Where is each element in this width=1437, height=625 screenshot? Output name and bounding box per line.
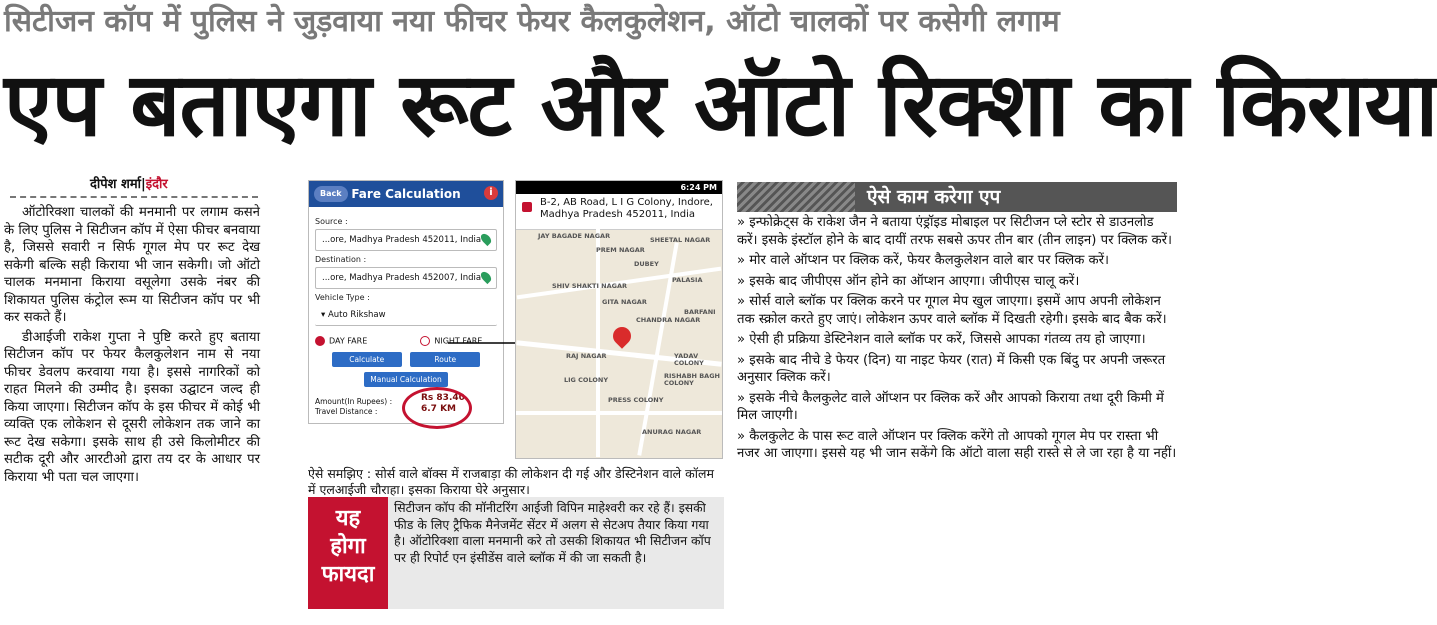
night-fare-radio (420, 336, 430, 346)
header-stripe (737, 182, 855, 212)
byline (90, 174, 168, 192)
how-it-works-header (737, 182, 1177, 212)
map-label: RISHABH BAGH COLONY (664, 372, 720, 387)
byline-city: इंदौर (145, 177, 168, 192)
app-title-bar (309, 181, 503, 207)
article-paragraph: डीआईजी राकेश गुप्ता ने पुष्टि करते हुए बताया सिटीजन कॉप पर फेयर कैलकुलेशन नाम से नया फीचर डेवलप करवाया गया है। इससे नागरिकों को राहत मिलने की उम्मीद है। इसका उद्घाटन जल्द ही किया जाएगा। सिटीजन कॉप के इस फीचर में कोई भी व्यक्ति एक लोकेशन से दूसरी लोकेशन तक जाने का रूट देख सकेगा। इसके साथ ही उसे किलोमीटर की सटीक दूरी और आरटीओ द्वारा तय दर के आधार पर किराया भी पता चल जाएगा। (4, 329, 260, 485)
status-time: 6:24 PM (680, 183, 717, 192)
map-label: PREM NAGAR (596, 246, 645, 254)
manual-calculation-button: Manual Calculation (364, 372, 448, 387)
map-label: LIG COLONY (564, 376, 609, 384)
map-label: SHIV SHAKTI NAGAR (552, 282, 627, 290)
highlight-circle (402, 387, 472, 429)
map-label: BARFANI (684, 308, 716, 316)
night-fare-label: NIGHT FARE (434, 336, 483, 346)
benefit-title-line: होगा (330, 534, 366, 559)
map-label: PRESS COLONY (608, 396, 664, 404)
step-item: » इसके नीचे कैलकुलेट वाले ऑप्शन पर क्लिक करें और आपको किराया तथा दूरी किमी में मिल जाएगी। (737, 390, 1164, 423)
back-button: Back (314, 186, 348, 202)
benefit-title-box (308, 497, 388, 609)
byline-separator: | (141, 177, 146, 192)
step-item: » कैलकुलेट के पास रूट वाले ऑप्शन पर क्लिक करेंगे तो आपको गूगल मेप पर रास्ता भी नजर आ जाएगा। इससे यह भी जान सकेंगे कि ऑटो वाला सही रास्ते से ले जा रहा है या नहीं। (737, 428, 1177, 461)
step-item: » सोर्स वाले ब्लॉक पर क्लिक करने पर गूगल मेप खुल जाएगा। इसमें आप अपनी लोकेशन तक स्क्रोल करते हुए जाएं। लोकेशन ऊपर वाले ब्लॉक में दिखती रहेगी। इसके बाद बैक करें। (737, 294, 1167, 327)
map-label: SHEETAL NAGAR (650, 236, 711, 244)
benefit-title-line: यह (335, 506, 361, 531)
info-icon: i (484, 186, 498, 200)
destination-value: ...ore, Madhya Pradesh 452007, India (322, 273, 482, 283)
amount-label: Amount(In Rupees) : (315, 397, 393, 406)
source-value: ...ore, Madhya Pradesh 452011, India (322, 235, 482, 245)
how-it-works-title: ऐसे काम करेगा एप (867, 186, 1001, 208)
step-item: » मोर वाले ऑप्शन पर क्लिक करें, फेयर कैलकुलेशन वाले बार पर क्लिक करें। (737, 253, 1110, 268)
byline-divider (10, 196, 258, 198)
map-label: PALASIA (672, 276, 703, 284)
place-marker-icon (522, 202, 532, 212)
article-paragraph: ऑटोरिक्शा चालकों की मनमानी पर लगाम कसने के लिए पुलिस ने सिटीजन कॉप में ऐसा फीचर बनवाया है, जिससे सवारी न सिर्फ गूगल मेप पर रूट देख सकेगी बल्कि सही किराया भी जान सकेगी। जो ऑटो चालक मनमाना किराया वसूलेगा उसके नंबर की शिकायत पुलिस कंट्रोल रूम या सिटीजन कॉप पर भी कर सकते हैं। (4, 205, 260, 325)
step-item: » ऐसी ही प्रक्रिया डेस्टिनेशन वाले ब्लॉक पर करें, जिससे आपका गंतव्य तय हो जाएगा। (737, 332, 1146, 347)
source-label: Source : (315, 217, 348, 226)
map-screenshot (515, 180, 723, 459)
map-label: YADAV COLONY (674, 352, 704, 367)
vehicle-label: Vehicle Type : (315, 293, 370, 302)
day-fare-label: DAY FARE (329, 336, 368, 346)
distance-label: Travel Distance : (315, 407, 378, 416)
map-label: CHANDRA NAGAR (636, 316, 701, 324)
vehicle-value: Auto Rikshaw (327, 310, 386, 320)
address-bar (516, 194, 722, 230)
map-label: ANURAG NAGAR (642, 428, 702, 436)
map-label: RAJ NAGAR (566, 352, 607, 360)
address-text: B-2, AB Road, L I G Colony, Indore, Madhya Pradesh 452011, India (540, 197, 713, 220)
day-fare-radio (315, 336, 325, 346)
route-button: Route (410, 352, 480, 367)
fare-calculation-screenshot (308, 180, 504, 424)
main-headline: एप बताएगा रूट और ऑटो रिक्शा का किराया (4, 53, 1437, 156)
map-label: GITA NAGAR (602, 298, 647, 306)
action-buttons (315, 352, 497, 367)
map-label: DUBEY (634, 260, 659, 268)
step-item: » इन्फोक्रेट्स के राकेश जैन ने बताया एंड्रॉइड मोबाइल पर सिटीजन प्ले स्टोर से डाउनलोड करें। इसके इंस्टॉल होने के बाद दायीं तरफ सबसे ऊपर तीन बार (तीन लाइन) पर क्लिक करें। (737, 215, 1173, 248)
vehicle-select: ▾ Auto Rikshaw (315, 305, 497, 326)
step-item: » इसके बाद नीचे डे फेयर (दिन) या नाइट फेयर (रात) में किसी एक बिंदु पर अपनी जरूरत अनुसार क्लिक करें। (737, 352, 1166, 385)
step-item: » इसके बाद जीपीएस ऑन होने का ऑप्शन आएगा। जीपीएस चालू करें। (737, 273, 1080, 289)
calculate-button: Calculate (332, 352, 402, 367)
left-article-column (4, 204, 260, 616)
distance-value: 6.7 KM (421, 404, 457, 414)
status-bar (516, 181, 722, 194)
app-title: Fare Calculation (351, 187, 461, 201)
source-field (315, 229, 497, 251)
destination-field (315, 267, 497, 289)
image-caption: ऐसे समझिए : सोर्स वाले बॉक्स में राजबाड़ा की लोकेशन दी गई और डेस्टिनेशन वाले कॉलम में एलआईजी चौराहा। इसका किराया घेरे अनुसार। (308, 466, 714, 497)
kicker-headline: सिटीजन कॉप में पुलिस ने जुड़वाया नया फीचर फेयर कैलकुलेशन, ऑटो चालकों पर कसेगी लगाम (0, 2, 1180, 42)
benefit-title-line: फायदा (321, 562, 375, 587)
destination-label: Destination : (315, 255, 367, 264)
benefit-text: सिटीजन कॉप की मॉनीटरिंग आईजी विपिन माहेश्वरी कर रहे हैं। इसकी फीड के लिए ट्रैफिक मैनेजमेंट सेंटर में अलग से सेटअप तैयार किया गया है। ऑटोरिक्शा वाला मनमानी करे तो उसकी शिकायत भी सिटीजन कॉप पर ही रिपोर्ट एन इंसीडेंस वाले ब्लॉक में की जा सकती है। (388, 497, 724, 609)
how-it-works-steps (737, 214, 1177, 466)
amount-value: Rs 83.40 (421, 393, 465, 403)
map-label: JAY BAGADE NAGAR (538, 232, 611, 240)
result-labels (315, 397, 392, 417)
byline-author: दीपेश शर्मा (90, 177, 142, 192)
